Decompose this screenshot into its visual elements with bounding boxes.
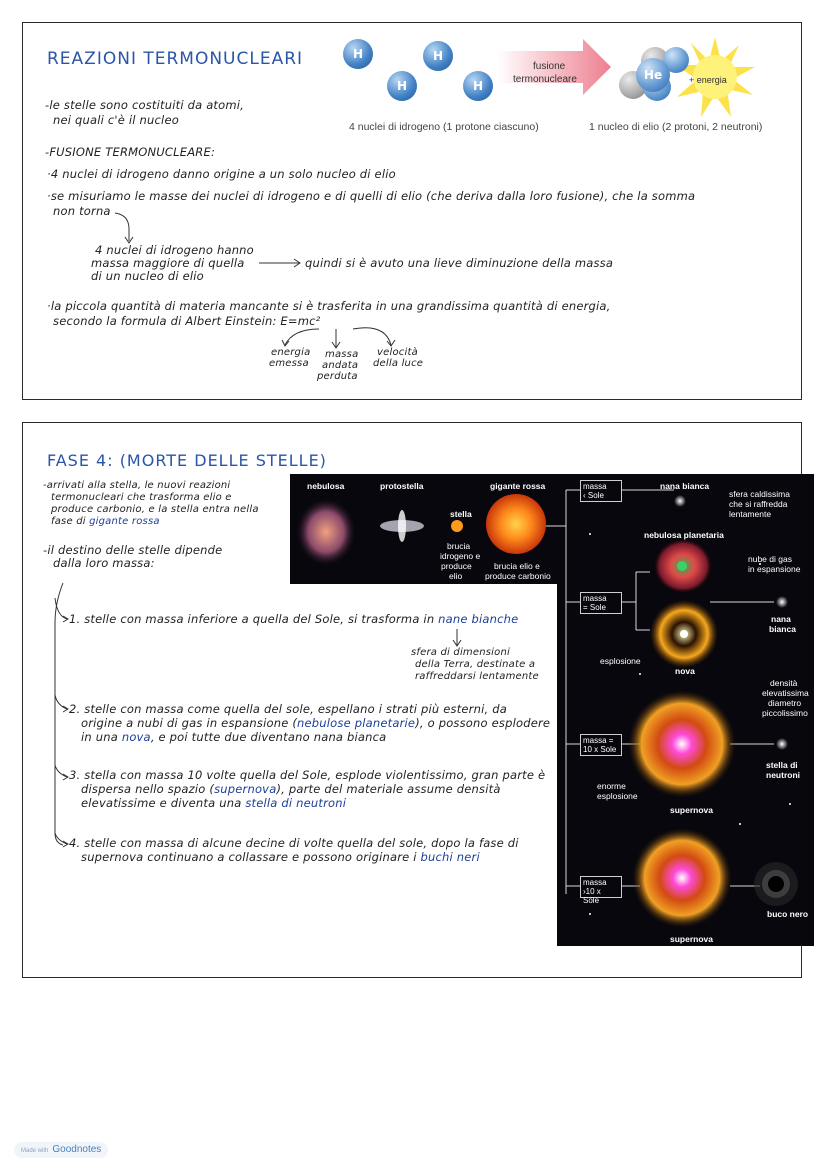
s1-subtitle: -FUSIONE TERMONUCLEARE: bbox=[45, 145, 216, 159]
label-nebulosa: nebulosa bbox=[307, 481, 345, 491]
reazioni-termonucleari-card bbox=[22, 22, 802, 400]
formula-m1: massa bbox=[325, 349, 359, 360]
formula-c1: velocità bbox=[377, 347, 418, 358]
point3-line2: dispersa nello spazio (supernova), parte del materiale assume densità bbox=[81, 782, 501, 796]
label-brucia1-3: produce bbox=[441, 561, 472, 571]
point4-line2: supernova continuano a collassare e possono originare i buchi neri bbox=[81, 850, 480, 864]
goodnotes-badge[interactable]: Made with Goodnotes bbox=[14, 1142, 108, 1158]
label-nana-2: bianca bbox=[769, 624, 796, 634]
mass-box-more-10-sun: massa ›10 x Sole bbox=[580, 876, 622, 898]
s1-note-result: quindi si è avuto una lieve diminuzione della massa bbox=[305, 256, 614, 270]
label-brucia2-2: produce carbonio bbox=[485, 571, 551, 581]
label-sfera-2: che si raffredda bbox=[729, 499, 788, 509]
s2-dest1: -il destino delle stelle dipende bbox=[43, 543, 223, 557]
mass-box-equal-sun: massa = Sole bbox=[580, 592, 622, 614]
label-nana-bianca-top: nana bianca bbox=[660, 481, 710, 491]
star-lifecycle-graphics bbox=[290, 474, 814, 946]
caption-helium: 1 nucleo di elio (2 protoni, 2 neutroni) bbox=[589, 121, 763, 133]
label-brucia1-1: brucia bbox=[447, 541, 471, 551]
energy-label: + energia bbox=[689, 75, 727, 85]
label-sfera-3: lentamente bbox=[729, 509, 772, 519]
fusion-label-2: termonucleare bbox=[513, 74, 577, 85]
hydrogen-nucleus-4: H bbox=[463, 71, 493, 101]
formula-m2: andata bbox=[322, 360, 359, 371]
label-densita-4: piccolissimo bbox=[762, 708, 808, 718]
section1-title: REAZIONI TERMONUCLEARI bbox=[47, 49, 304, 69]
p1-note3: raffreddarsi lentamente bbox=[415, 671, 539, 682]
label-densita-1: densità bbox=[770, 678, 798, 688]
label-densita-3: diametro bbox=[768, 698, 802, 708]
s1-bullet3b: secondo la formula di Albert Einstein: E=mc² bbox=[53, 314, 321, 328]
hydrogen-nucleus-1: H bbox=[343, 39, 373, 69]
p1-note1: sfera di dimensioni bbox=[411, 647, 510, 658]
s1-line1: -le stelle sono costituiti da atomi, bbox=[45, 98, 245, 112]
fusion-label-1: fusione bbox=[533, 61, 566, 72]
point3-line3: elevatissime e diventa una stella di neutroni bbox=[81, 796, 347, 810]
label-nube-1: nube di gas bbox=[748, 554, 792, 564]
label-nova: nova bbox=[675, 666, 695, 676]
label-brucia2-1: brucia elio e bbox=[494, 561, 540, 571]
point2-line1: 2. stelle con massa come quella del sole, espellano i strati più esterni, da bbox=[69, 702, 507, 716]
label-nebulosa-planetaria: nebulosa planetaria bbox=[644, 530, 724, 540]
point1: 1. stelle con massa inferiore a quella del Sole, si trasforma in nane bianche bbox=[69, 612, 519, 626]
label-enorme-2: esplosione bbox=[597, 791, 638, 801]
s1-note2: massa maggiore di quella bbox=[91, 256, 245, 270]
label-brucia1-4: elio bbox=[449, 571, 463, 581]
s2-intro4: fase di gigante rossa bbox=[51, 516, 160, 527]
label-enorme-1: enorme bbox=[597, 781, 626, 791]
label-supernova-1: supernova bbox=[670, 805, 713, 815]
hydrogen-nucleus-2: H bbox=[423, 41, 453, 71]
formula-c2: della luce bbox=[373, 358, 424, 369]
p1-note2: della Terra, destinate a bbox=[415, 659, 536, 670]
s1-line2: nei quali c'è il nucleo bbox=[53, 113, 179, 127]
section2-title: FASE 4: (MORTE DELLE STELLE) bbox=[47, 451, 327, 470]
s2-intro3: produce carbonio, e la stella entra nella bbox=[51, 504, 259, 515]
s2-intro1: -arrivati alla stella, le nuovi reazioni bbox=[43, 480, 231, 491]
point4-line1: 4. stelle con massa di alcune decine di volte quella del sole, dopo la fase di bbox=[69, 836, 519, 850]
point2-line2: origine a nubi di gas in espansione (nebulose planetarie), o possono esplodere bbox=[81, 716, 551, 730]
point3-line1: 3. stella con massa 10 volte quella del Sole, esplode violentissimo, gran parte è bbox=[69, 768, 546, 782]
s1-note1: 4 nuclei di idrogeno hanno bbox=[95, 243, 254, 257]
label-gigante-rossa: gigante rossa bbox=[490, 481, 546, 491]
s2-intro2: termonucleari che trasforma elio e bbox=[51, 492, 232, 503]
label-nube-2: in espansione bbox=[748, 564, 801, 574]
helium-nucleus: He bbox=[636, 58, 670, 92]
formula-e1: energia bbox=[271, 347, 311, 358]
label-protostella: protostella bbox=[380, 481, 424, 491]
label-buco-nero: buco nero bbox=[767, 909, 809, 919]
s2-dest2: dalla loro massa: bbox=[53, 556, 155, 570]
label-brucia1-2: idrogeno e bbox=[440, 551, 481, 561]
point2-line3: in una nova, e poi tutte due diventano nana bianca bbox=[81, 730, 387, 744]
label-stella-neutroni-1: stella di bbox=[766, 760, 798, 770]
label-stella-neutroni-2: neutroni bbox=[766, 770, 800, 780]
mass-box-less-sun: massa ‹ Sole bbox=[580, 480, 622, 502]
s1-bullet3a: ·la piccola quantità di materia mancante si è trasferita in una grandissima quantità di energia, bbox=[47, 299, 611, 313]
label-sfera-1: sfera caldissima bbox=[729, 489, 790, 499]
s1-bullet1: ·4 nuclei di idrogeno danno origine a un solo nucleo di elio bbox=[47, 167, 396, 181]
s1-bullet2b: non torna bbox=[53, 204, 111, 218]
label-nana-1: nana bbox=[771, 614, 791, 624]
label-densita-2: elevatissima bbox=[762, 688, 809, 698]
mass-box-10-sun: massa = 10 x Sole bbox=[580, 734, 622, 756]
formula-e2: emessa bbox=[269, 358, 309, 369]
label-esplosione: esplosione bbox=[600, 656, 641, 666]
label-supernova-2: supernova bbox=[670, 934, 713, 944]
hydrogen-nucleus-3: H bbox=[387, 71, 417, 101]
formula-m3: perduta bbox=[317, 371, 358, 382]
s1-bullet2a: ·se misuriamo le masse dei nuclei di idrogeno e di quelli di elio (che deriva dalla loro fusione), che la somma bbox=[47, 189, 696, 203]
label-stella: stella bbox=[450, 509, 472, 519]
s1-note3: di un nucleo di elio bbox=[91, 269, 204, 283]
caption-hydrogen: 4 nuclei di idrogeno (1 protone ciascuno) bbox=[349, 121, 539, 133]
